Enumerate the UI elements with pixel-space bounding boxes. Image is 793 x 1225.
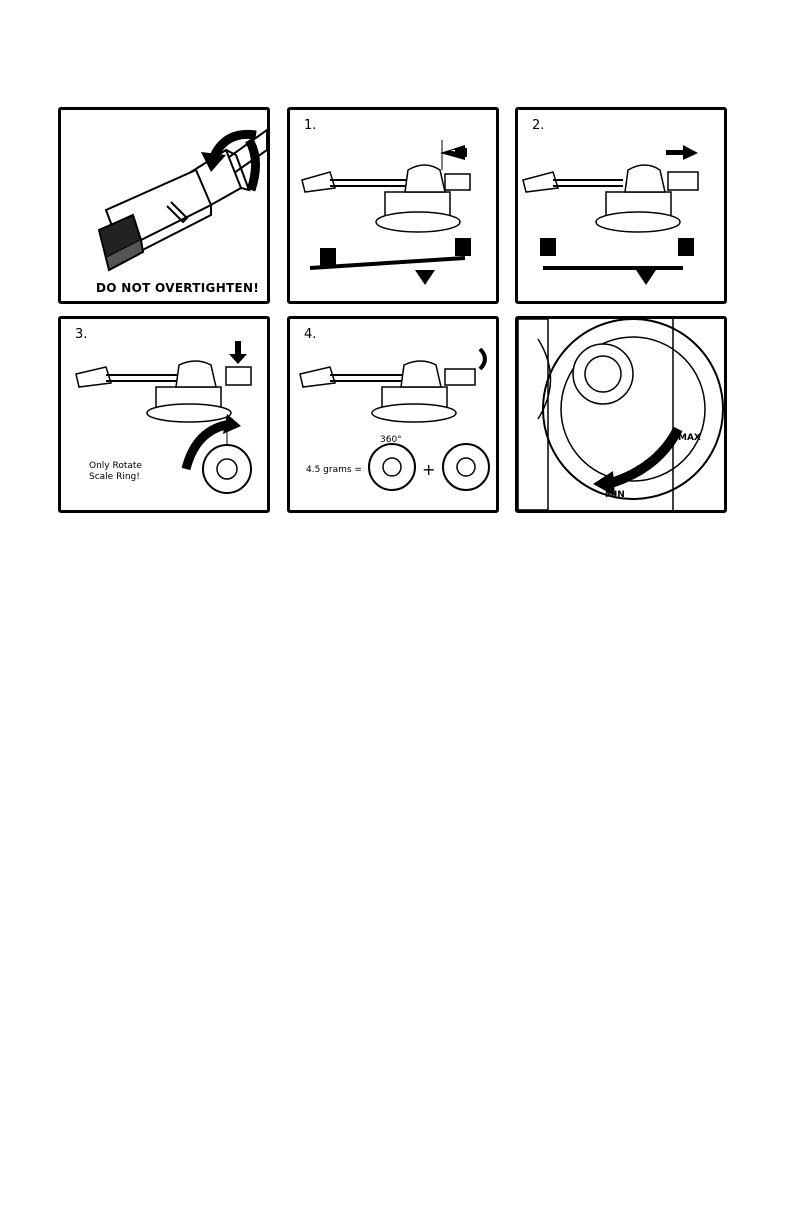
tonearm-weight-illustration — [290, 319, 496, 510]
overtighten-warning: DO NOT OVERTIGHTEN! — [96, 281, 260, 295]
note-line-2: Scale Ring! — [89, 472, 140, 482]
anti-skate-dial-illustration — [518, 319, 724, 510]
only-rotate-note — [89, 461, 142, 483]
min-label: MIN — [605, 490, 625, 500]
panel-step-3 — [58, 316, 270, 513]
plus-sign: + — [422, 460, 436, 479]
step-number: 3. — [75, 327, 88, 342]
step-number: 2. — [532, 118, 545, 133]
step-number: 1. — [304, 118, 317, 133]
weight-equation: 4.5 grams = — [306, 465, 362, 475]
tonearm-balanced-illustration — [518, 110, 724, 301]
headshell-illustration — [61, 110, 267, 301]
panel-step-2 — [515, 107, 727, 304]
step-number: 4. — [304, 327, 317, 342]
panel-step-4 — [287, 316, 499, 513]
angle-label: 360° — [380, 435, 402, 445]
tonearm-unbalanced-illustration — [290, 110, 496, 301]
panel-step-1 — [287, 107, 499, 304]
panel-headshell-tighten — [58, 107, 270, 304]
note-line-1: Only Rotate — [89, 461, 142, 471]
max-label: MAX — [678, 433, 701, 443]
panel-min-max-dial — [515, 316, 727, 513]
